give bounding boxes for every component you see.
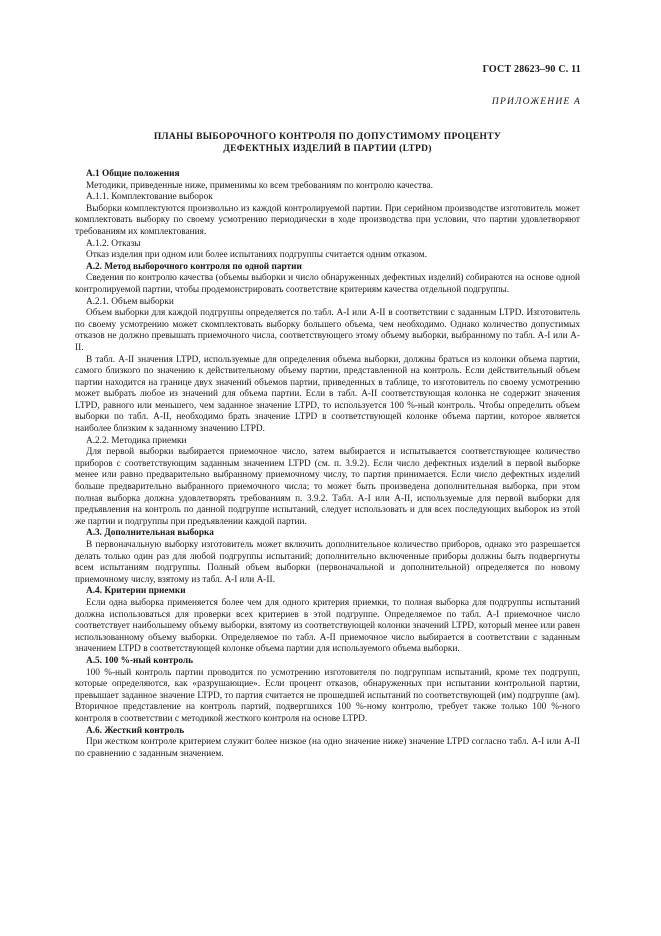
section-heading: А.6. Жесткий контроль <box>86 725 185 736</box>
standard-header: ГОСТ 28623–90 С. 11 <box>482 64 581 75</box>
subsection-heading: А.1.1. Комплектование выборок <box>86 192 213 203</box>
document-title <box>75 131 580 155</box>
paragraph: Выборки комплектуются произвольно из каждой контролируемой партии. При серийном производстве изготовитель может комплектовать выборку по своему усмотрению периодически в ходе производства при условии, что партии удовлетворяют требованиям их комплектования. <box>75 203 580 237</box>
paragraph: Сведения по контролю качества (объемы выборки и число обнаруженных дефектных изделий) собираются на основе одной контролируемой партии, чтобы продемонстрировать соответствие критериям качества отдельной подгруппы. <box>75 273 580 295</box>
subsection-heading: А.2.2. Методика приемки <box>86 435 187 446</box>
title-line-1: ПЛАНЫ ВЫБОРОЧНОГО КОНТРОЛЯ ПО ДОПУСТИМОМУ ПРОЦЕНТУ <box>153 132 502 142</box>
document-body <box>75 169 580 760</box>
paragraph: Отказ изделия при одном или более испытаниях подгруппы считается одним отказом. <box>86 250 427 261</box>
paragraph: Методики, приведенные ниже, применимы ко всем требованиям по контролю качества. <box>86 180 433 191</box>
paragraph: При жестком контроле критерием служит более низкое (на одно значение ниже) значение LTPD согласно табл. А-I или А-II по сравнению с заданным значением. <box>75 737 580 759</box>
section-heading: А.5. 100 %-ный контроль <box>86 655 194 666</box>
paragraph: Если одна выборка применяется более чем для одного критерия приемки, то полная выборка для подгруппы испытаний должна использоваться для проверки всех критериев в этой подгруппе. Определяемое по табл. А-I приемочное число соответствует наибольшему объему выборки, взятому из соответствующей колонки значений LTPD, который менее или равен использованному объему выборки. Определяемое по табл. А-II приемочное число выбирается в соответствии с заданным значением LTPD в соответствующей колонке объема партии для используемого объема выборки. <box>75 597 580 655</box>
subsection-heading: А.1.2. Отказы <box>86 238 141 249</box>
paragraph: 100 %-ный контроль партии проводится по усмотрению изготовителя по подгруппам испытаний, кроме тех подгрупп, которые определяются, как «разрушающие». Если процент отказов, обнаруженных при испытании контрольной партии, превышает заданное значение LTPD, то партия считается не прошедшей испытаний по соответствующей (им) подгруппе (ам). Вторичное представление на контроль партий, подвергшихся 100 %-ному контролю, требует также только 100 %-ного контроля в соответствии с методикой жесткого контроля на основе LTPD. <box>75 667 580 724</box>
subsection-heading: А.2.1. Объем выборки <box>86 296 174 307</box>
paragraph: Для первой выборки выбирается приемочное число, затем выбирается и испытывается соответствующее количество приборов с соответствующим заданным значением LTPD (см. п. 3.9.2). Если число дефектных изделий в первой выборке менее или равно предварительно выбранному приемочному числу, то партия принимается. Если число дефектных изделий больше предварительно выбранного приемочного числа; то может быть произведена дополнительная выборка, при этом полная выборка должна удовлетворять требованиям п. 3.9.2. Табл. А-I или А-II, используемые для первой выборки для предъявления на контроль по данной подгруппе испытаний, следует использовать и для всех последующих выборок из этой же партии и подгруппы при предъявлении каждой партии. <box>75 447 580 527</box>
appendix-label: ПРИЛОЖЕНИЕ А <box>491 97 581 107</box>
section-heading: А.3. Дополнительная выборка <box>86 528 214 539</box>
section-heading: А.4. Критерии приемки <box>86 586 186 597</box>
paragraph: В табл. А-II значения LTPD, используемые для определения объема выборки, должны браться из колонки объема партии, самого близкого по значению к действительному объему партии, представленной на контроль. Если действительный объем партии находится на границе двух значений объемов партии, приведенных в таблице, то изготовитель по своему усмотрению может выбрать любое из значений для объема партии. Если в табл. А-II соответствующая колонка не содержит значения LTPD, равного или меньшего, чем заданное значение LTPD, то используется 100 %-ный контроль. Чтобы определить объем выборки по табл. А-II, необходимо брать значение LTPD в соответствующей колонке объема партии, которое является наиболее близким к заданному значению LTPD. <box>75 354 580 435</box>
title-line-2: ДЕФЕКТНЫХ ИЗДЕЛИЙ В ПАРТИИ (LTPD) <box>223 144 432 154</box>
section-heading: А.1 Общие положения <box>86 169 180 179</box>
paragraph: В первоначальную выборку изготовитель может включить дополнительное количество приборов, однако это разрешается делать только один раз для любой подгруппы испытаний; дополнительно включенные приборы должны быть подвергнуты всем испытаниям подгруппы. Полный объем выборки (первоначальной и дополнительной) определяется по новому приемочному числу, взятому из табл. А-I или А-II. <box>75 540 580 585</box>
paragraph: Объем выборки для каждой подгруппы определяется по табл. А-I или А-II в соответствии с заданным LTPD. Изготовитель по своему усмотрению может скомплектовать выборку большего объема, чем необходимо. Однако количество допустимых отказов не должно превышать приемочного числа, соответствующего этому объему выборки, выбранному по табл. А-I или А-II. <box>75 308 580 353</box>
section-heading: А.2. Метод выборочного контроля по одной партии <box>86 261 302 272</box>
